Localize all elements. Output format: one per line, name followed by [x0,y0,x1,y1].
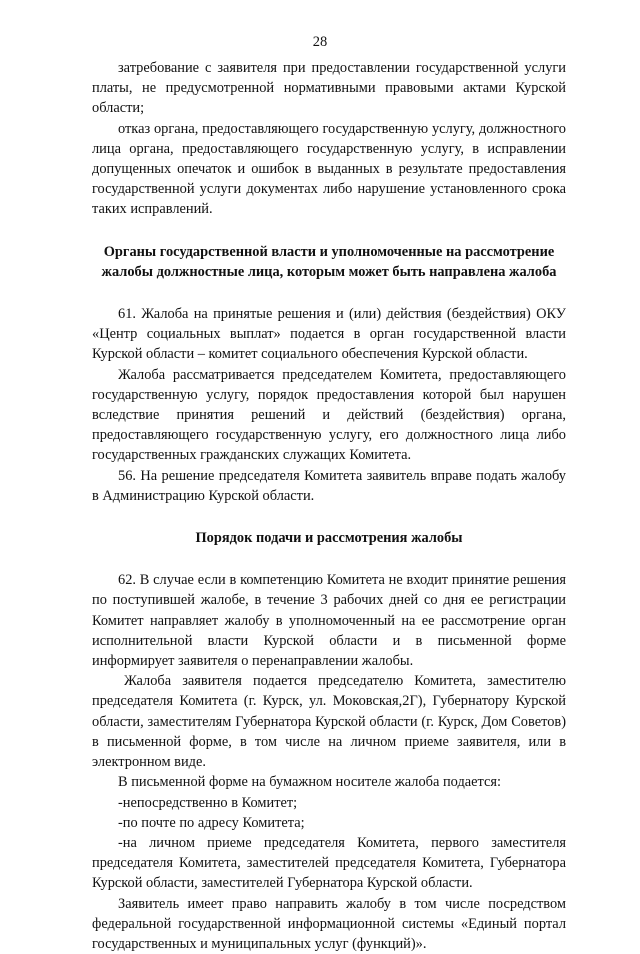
paragraph-62: 62. В случае если в компетенцию Комитета не входит принятие решения по поступившей жалобе, в течение 3 рабочих дней со дня ее регистрации Комитет направляет жалобу в уполномоченный на ее рассмотрение орган исполнительной власти Курской области и в письменной форме информирует заявителя о перенаправлении жалобы. [92,572,566,670]
paragraph-refusal-correction: отказ органа, предоставляющего государственную услугу, должностного лица органа, предоставляющего государственную услугу, в исправлении допущенных опечаток и ошибок в выданных в результате предоставления государственной услуги документах либо нарушение установленного срока таких исправлений. [92,120,566,218]
list-item-by-mail: -по почте по адресу Комитета; [118,814,305,831]
list-item-personal-reception: -на личном приеме председателя Комитета, первого заместителя председателя Комитета, заместителей председателя Комитета, Губернатора Курской области, заместителей Губернатора Курской области. [92,834,566,892]
paragraph-chairman-review: Жалоба рассматривается председателем Комитета, предоставляющего государственную услугу, порядок предоставления которой был нарушен вследствие принятия решений и действий (бездействия) органа, предоставляющего государственную услугу, его должностного лица либо государственных гражданских служащих Комитета. [92,366,566,464]
document-body [92,58,566,954]
section-heading-authorities: Органы государственной власти и уполномоченные на рассмотрение жалобы должностные лица, которым может быть направлена жалоба [101,243,557,280]
page-number: 28 [312,34,328,50]
paragraph-56: 56. На решение председателя Комитета заявитель вправе подать жалобу в Администрацию Курской области. [92,467,566,504]
paragraph-fee-demand: затребование с заявителя при предоставлении государственной услуги платы, не предусмотренной нормативными правовыми актами Курской области; [92,60,566,117]
paragraph-online-portal: Заявитель имеет право направить жалобу в том числе посредством федеральной государственной информационной системы «Единый портал государственных и муниципальных услуг (функций)». [92,895,566,952]
paragraph-61: 61. Жалоба на принятые решения и (или) действия (бездействия) ОКУ «Центр социальных выплат» подается в орган государственной власти Курской области – комитет социального обеспечения Курской области. [92,306,566,363]
paragraph-submission: Жалоба заявителя подается председателю Комитета, заместителю председателя Комитета (г. Курск, ул. Моковская,2Г), Губернатору Курской области, заместителям Губернатора Курской области (г. Курск, Дом Советов) в письменной форме, в том числе на личном приеме заявителя, или в электронном виде. [92,673,566,771]
list-item-directly: -непосредственно в Комитет; [118,794,298,811]
paragraph-paper-form: В письменной форме на бумажном носителе жалоба подается: [118,774,502,791]
section-heading-procedure: Порядок подачи и рассмотрения жалобы [195,530,463,547]
